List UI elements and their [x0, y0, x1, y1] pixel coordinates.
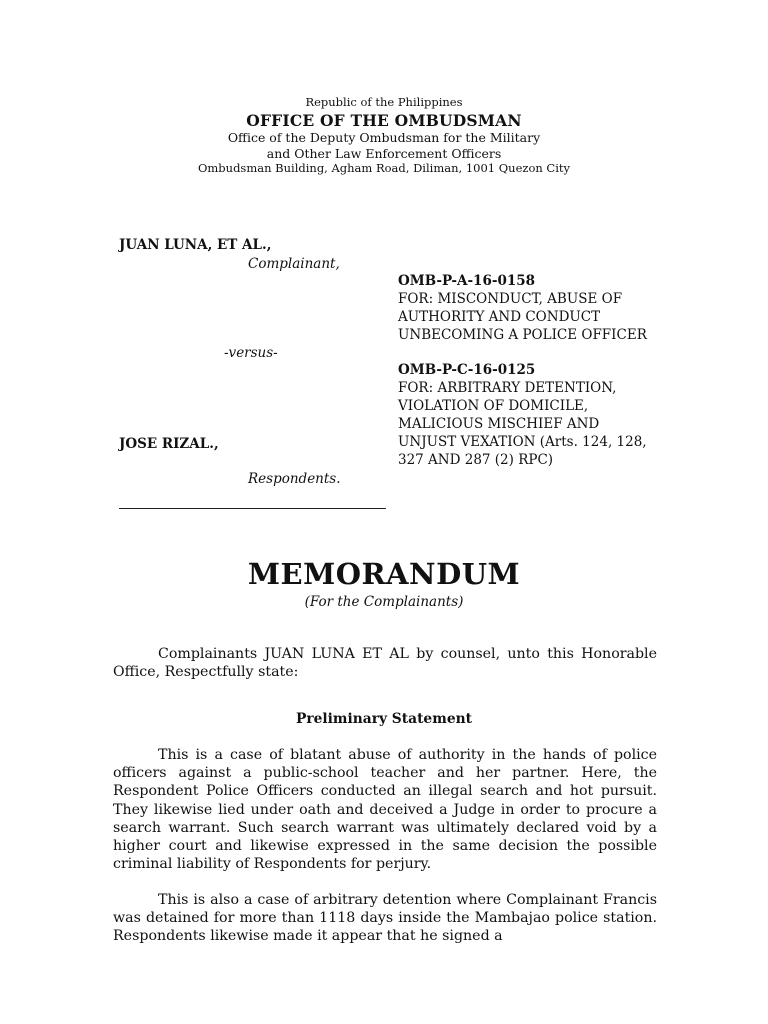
deputy-office-line-2: and Other Law Enforcement Officers [266, 146, 502, 161]
office-address: Ombudsman Building, Agham Road, Diliman, 1001 Quezon City [197, 161, 571, 175]
case-2-charge-line: 327 AND 287 (2) RPC) [398, 452, 554, 468]
case-1-charge-line: FOR: MISCONDUCT, ABUSE OF [398, 291, 623, 307]
body-paragraph-1: This is a case of blatant abuse of authority in the hands of police officers against a public-school teacher and her partner. Here, the Respondent Police Officers conducted an illegal search and hot pursuit. They likewise lied under oath and deceived a Judge in order to procure a search warrant. Such search warrant was ultimately declared void by a higher court and likewise expressed in the same decision the possible criminal liability of Respondents for perjury. [113, 747, 657, 873]
case-number-1: OMB-P-A-16-0158 [398, 273, 536, 289]
caption-divider [119, 508, 386, 509]
section-heading: Preliminary Statement [295, 711, 472, 727]
case-1-charge-line: UNBECOMING A POLICE OFFICER [398, 327, 647, 343]
document-title: MEMORANDUM [247, 557, 521, 591]
versus-label: -versus- [224, 345, 278, 361]
intro-paragraph: Complainants JUAN LUNA ET AL by counsel, unto this Honorable Office, Respectfully state: [113, 646, 657, 681]
body-paragraph-2: This is also a case of arbitrary detention where Complainant Francis was detained for more than 1118 days inside the Mambajao police station. Respondents likewise made it appear that he signed a [113, 892, 657, 945]
case-2-charge-line: FOR: ARBITRARY DETENTION, [398, 380, 617, 396]
complainant-name: JUAN LUNA, ET AL., [119, 237, 272, 253]
office-title: OFFICE OF THE OMBUDSMAN [246, 111, 522, 130]
deputy-office-line-1: Office of the Deputy Ombudsman for the Military [227, 130, 541, 145]
case-number-2: OMB-P-C-16-0125 [398, 362, 536, 378]
respondent-name: JOSE RIZAL., [119, 436, 219, 452]
republic-line: Republic of the Philippines [305, 95, 463, 109]
case-2-charge-line: UNJUST VEXATION (Arts. 124, 128, [398, 434, 647, 450]
case-2-charge-line: MALICIOUS MISCHIEF AND [398, 416, 600, 432]
complainant-role: Complainant, [248, 256, 340, 272]
respondent-role: Respondents. [248, 471, 341, 487]
case-2-charge-line: VIOLATION OF DOMICILE, [398, 398, 589, 414]
document-subtitle: (For the Complainants) [304, 594, 464, 610]
case-1-charge-line: AUTHORITY AND CONDUCT [398, 309, 601, 325]
